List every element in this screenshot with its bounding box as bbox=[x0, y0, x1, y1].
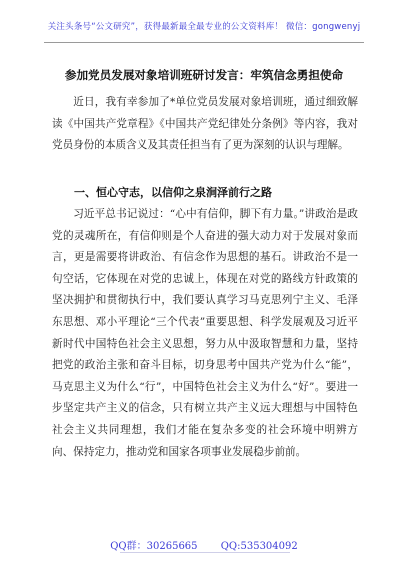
intro-paragraph: 近日，我有幸参加了*单位党员发展对象培训班，通过细致解读《中国共产党章程》《中国共产党纪律处分条例》等内容，我对党员身份的本质含义及其责任担当有了更为深刻的认识与理解。 bbox=[52, 96, 358, 152]
footer-qq: QQ:535304092 bbox=[220, 541, 298, 552]
document-title: 参加党员发展对象培训班研讨发言：牢筑信念勇担使命 bbox=[64, 68, 344, 82]
intro-block bbox=[52, 92, 358, 157]
section-heading: 一、恒心守志，以信仰之泉涧泽前行之路 bbox=[74, 186, 272, 199]
footer-divider bbox=[120, 552, 290, 553]
section-body-paragraph: 习近平总书记说过：“心中有信仰，脚下有力量。”讲政治是政党的灵魂所在，有信仰则是个人奋进的强大动力对于发展对象而言，更是需要将讲政治、有信念作为思想的基石。讲政治不是一句空话，它体现在对党的忠诚上，体现在对党的路线方针政策的坚决拥护和贯彻执行中，我们要认真学习马克思列宁主义、毛泽东思想、邓小平理论“三个代表”重要思想、科学发展观及习近平新时代中国特色社会主义思想，努力从中汲取智慧和力量，坚持把党的政治主张和奋斗目标，切身思考中国共产党为什么“能”，马克思主义为什么“行”，中国特色社会主义为什么“好”。要进一步坚定共产主义的信念，只有树立共产主义远大理想与中国特色社会主义共同理想，我们才能在复杂多变的社会环境中明辨方向、保持定力，推动党和国家各项事业发展稳步前前。 bbox=[52, 208, 358, 458]
footer-qq-group: QQ群：30265665 bbox=[110, 541, 198, 552]
header-banner: 关注头条号“公文研究”，获得最新最全最专业的公文资料库！ 微信：gongwenyj bbox=[47, 22, 361, 32]
section-body-block bbox=[52, 204, 358, 463]
header-divider bbox=[44, 42, 364, 43]
footer-contact bbox=[0, 537, 408, 552]
